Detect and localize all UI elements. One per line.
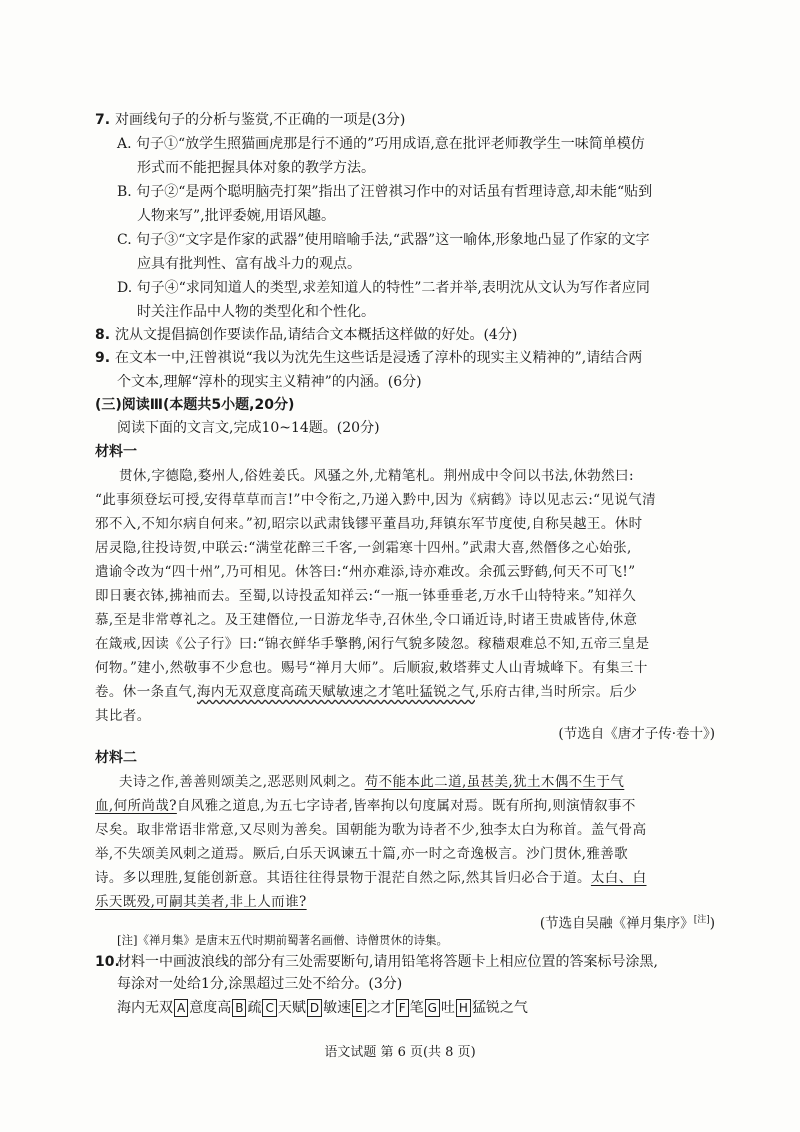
material-2-note: [注]《禅月集》是唐末五代时期前蜀著名画僧、诗僧贯休的诗集。 <box>117 933 448 947</box>
section-3-instruction: 阅读下面的文言文,完成10~14题。(20分) <box>117 420 380 436</box>
question-9-line1: 9. 在文本一中,汪曾祺说“我以为沈先生这些话是浸透了淳朴的现实主义精神的”,请结合两 <box>95 350 643 366</box>
option-box-d[interactable]: D <box>307 999 322 1017</box>
material-2-source: (节选自吴融《禅月集序》[注]) <box>539 915 715 932</box>
material-1-line: 在箴戒,因读《公子行》曰:“锦衣鲜华手擎鹘,闲行气貌多陵忽。稼穑艰难总不知,五帝三皇是 <box>95 636 650 652</box>
option-box-e[interactable]: E <box>352 999 366 1017</box>
q7-option-c-line1: C. 句子③“文字是作家的武器”使用暗喻手法,“武器”这一喻体,形象地凸显了作家的文字 <box>117 232 650 248</box>
material-2-line: 血,何所尚哉?自风雅之道息,为五七字诗者,皆率拘以句度属对焉。既有所拘,则演情叙事不 <box>95 798 636 814</box>
q7-option-b-line2: 人物来写”,批评委婉,用语风趣。 <box>137 208 336 224</box>
material-1-line: 居灵隐,往投诗贺,中联云:“满堂花醉三千客,一剑霜寒十四州。”武肃大喜,然僭侈之心始张, <box>95 540 632 556</box>
material-1-line: “此事须登坛可授,安得草草而言!”中令衔之,乃递入黔中,因为《病鹤》诗以见志云:“见说气清 <box>95 492 657 508</box>
underlined-sentence: 乐天既殁,可嗣其美者,非上人而谁? <box>95 894 307 910</box>
material-2-line: 举,不失颂美风刺之道焉。厥后,白乐天讽谏五十篇,亦一时之奇逸极言。沙门贯休,雅善歌 <box>95 846 629 862</box>
q7-option-b-line1: B. 句子②“是两个聪明脑壳打架”指出了汪曾祺习作中的对话虽有哲理诗意,却未能“贴到 <box>117 184 653 200</box>
material-1-title: 材料一 <box>95 444 137 460</box>
option-box-a[interactable]: A <box>174 999 188 1017</box>
option-box-c[interactable]: C <box>262 999 276 1017</box>
question-7-stem: 7. 对画线句子的分析与鉴赏,不正确的一项是(3分) <box>95 112 406 128</box>
wavy-underlined-passage: 海内无双意度高疏天赋敏速之才笔吐猛锐之气 <box>197 684 475 700</box>
sentence-break-options: 海内无双 A 意度高 B 疏 C 天赋 D 敏速 E 之才 F 笔 G 吐 H 猛锐之气 <box>117 1000 528 1016</box>
page-footer: 语文试题 第 6 页(共 8 页) <box>324 1045 476 1060</box>
option-box-g[interactable]: G <box>425 999 440 1017</box>
q7-option-d-line1: D. 句子④“求同知道人的类型,求差知道人的特性”二者并举,表明沈从文认为写作者应同 <box>117 280 650 296</box>
option-box-f[interactable]: F <box>396 999 409 1017</box>
section-3-title: (三)阅读Ⅲ(本题共5小题,20分) <box>95 397 295 413</box>
material-1-line: 即日裹衣钵,拂袖而去。至蜀,以诗投孟知祥云:“一瓶一钵垂垂老,万水千山特特来。”知祥久 <box>95 588 637 604</box>
q7-option-d-line2: 时关注作品中人物的类型化和个性化。 <box>137 304 375 320</box>
material-1-line: 慕,至是非常尊礼之。及王建僭位,一日游龙华寺,召休坐,令口诵近诗,时诸王贵戚皆侍,休意 <box>95 612 638 628</box>
material-1-source: (节选自《唐才子传·卷十》) <box>558 726 715 742</box>
question-10-line1: 10.材料一中画波浪线的部分有三处需要断句,请用铅笔将答题卡上相应位置的答案标号涂黑, <box>95 954 658 970</box>
q7-option-c-line2: 应具有批判性、富有战斗力的观点。 <box>137 256 361 272</box>
material-1-line-wavy: 卷。休一条直气,海内无双意度高疏天赋敏速之才笔吐猛锐之气,乐府古律,当时所宗。后少 <box>95 684 638 700</box>
material-1-line: 邪不入,不知尔病自何来。”初,昭宗以武肃钱镠平董昌功,拜镇东军节度使,自称吴越王。休时 <box>95 516 643 532</box>
question-9-line2: 个文本,理解“淳朴的现实主义精神”的内涵。(6分) <box>117 374 422 390</box>
material-2-line: 诗。多以理胜,复能创新意。其语往往得景物于混茫自然之际,然其旨归必合于道。太白、白 <box>95 870 647 886</box>
material-1-line: 贯休,字德隐,婺州人,俗姓姜氏。风骚之外,尤精笔札。荆州成中令问以书法,休勃然曰: <box>119 468 634 484</box>
option-box-b[interactable]: B <box>232 999 246 1017</box>
option-box-h[interactable]: H <box>456 999 471 1017</box>
underlined-sentence: 苟不能本此二道,虽甚美,犹土木偶不生于气 <box>364 774 625 790</box>
q7-option-a-line1: A. 句子①“放学生照猫画虎那是行不通的”巧用成语,意在批评老师教学生一味简单模仿 <box>117 136 645 152</box>
material-1-line: 遣谕令改为“四十州”,乃可相见。休答曰:“州亦难添,诗亦难改。余孤云野鹤,何天不可飞!” <box>95 564 636 580</box>
material-1-line: 其比者。 <box>95 708 151 724</box>
material-2-line: 夫诗之作,善善则颂美之,恶恶则风刺之。苟不能本此二道,虽甚美,犹土木偶不生于气 <box>119 774 625 790</box>
question-10-line2: 每涂对一处给1分,涂黑超过三处不给分。(3分) <box>117 976 403 992</box>
material-1-line: 何物。”建小,然敬事不少怠也。赐号“禅月大师”。后顺寂,敕塔葬丈人山青城峰下。有集三十 <box>95 660 648 676</box>
question-8: 8. 沈从文提倡搞创作要读作品,请结合文本概括这样做的好处。(4分) <box>95 327 518 343</box>
q7-option-a-line2: 形式而不能把握具体对象的教学方法。 <box>137 160 375 176</box>
material-2-line: 尽矣。取非常语非常意,又尽则为善矣。国朝能为歌为诗者不少,独李太白为称首。盖气骨高 <box>95 822 647 838</box>
underlined-sentence: 血,何所尚哉? <box>95 798 177 814</box>
underlined-sentence: 太白、白 <box>590 870 647 886</box>
material-2-title: 材料二 <box>95 750 137 766</box>
